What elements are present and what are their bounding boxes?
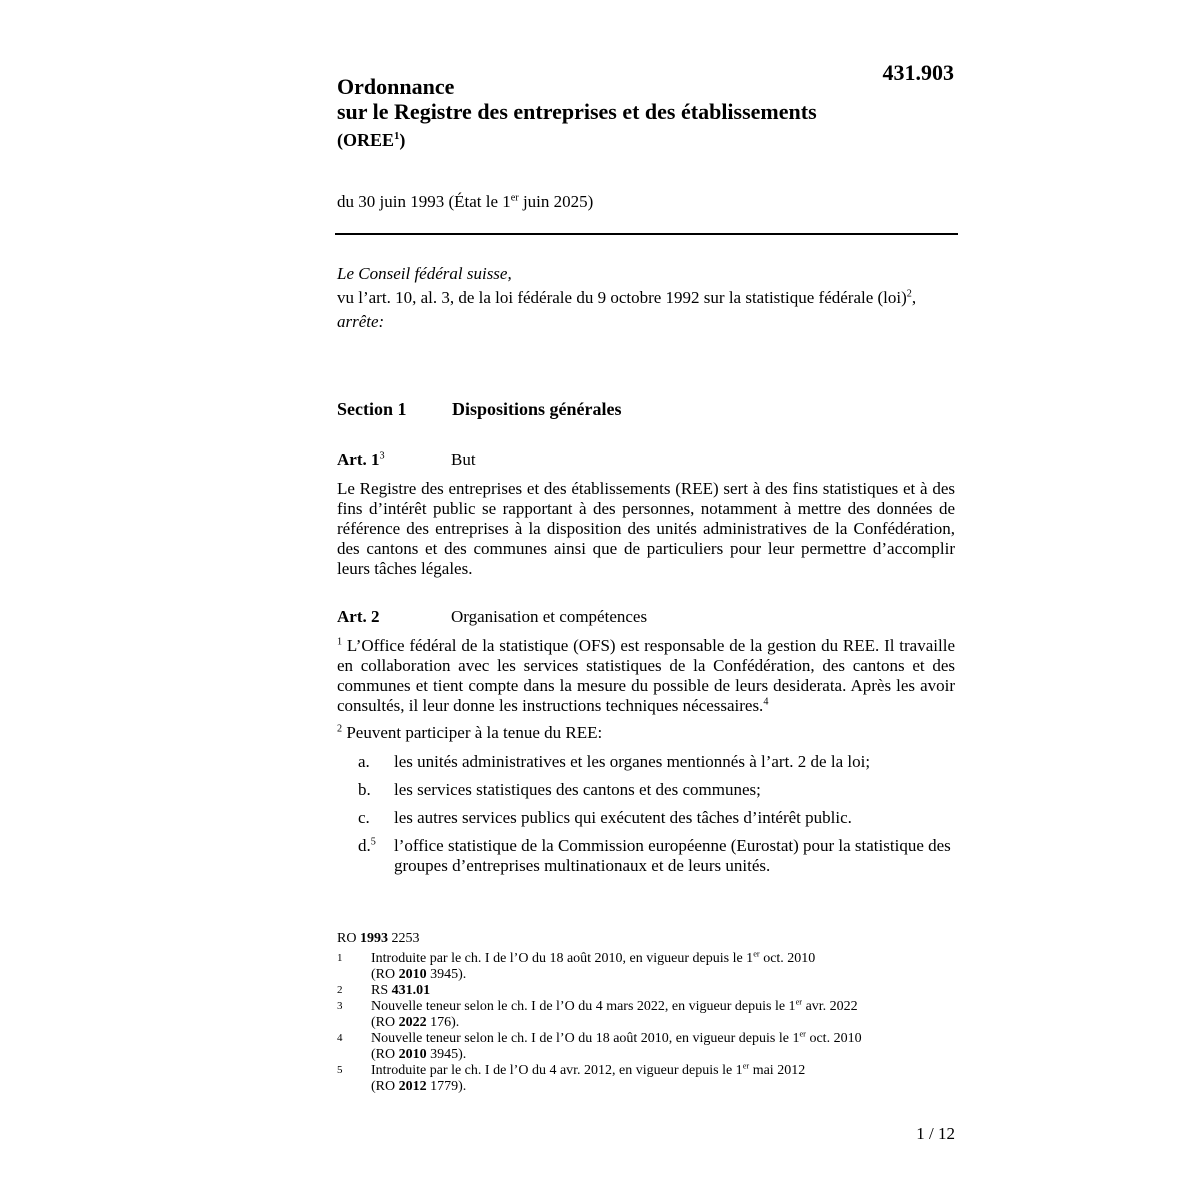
- document-title: [337, 74, 897, 153]
- footnote-number: 5: [337, 1064, 343, 1076]
- fn-bold: 2012: [398, 1079, 427, 1094]
- preamble: [337, 264, 957, 336]
- ro-prefix: RO: [337, 931, 360, 946]
- document-number: 431.903: [882, 60, 954, 85]
- letter-text: a.: [358, 752, 370, 771]
- fn-part: oct. 2010: [805, 1031, 862, 1046]
- basis-text: vu l’art. 10, al. 3, de la loi fédérale du 9 octobre 1992 sur la statistique fédérale (loi): [337, 288, 907, 307]
- footnote-ref-3[interactable]: 3: [379, 450, 385, 462]
- fn-sup: er: [753, 949, 760, 959]
- paragraph-2-text: Peuvent participer à la tenue du REE:: [342, 723, 603, 742]
- footnote-5: [337, 1063, 957, 1095]
- preamble-basis: [337, 288, 957, 308]
- fn-part: oct. 2010: [759, 951, 816, 966]
- footnote-text: [371, 983, 957, 999]
- fn-part: RS: [371, 983, 392, 998]
- paragraph-number-1: 1: [337, 636, 343, 648]
- article-1-label: [337, 450, 451, 470]
- abbr-close: ): [399, 130, 406, 150]
- list-item-text: les autres services publics qui exécutent des tâches d’intérêt public.: [394, 808, 852, 827]
- fn-part: 176).: [426, 1015, 460, 1030]
- fn-sup: er: [795, 997, 803, 1007]
- footnote-text: [371, 1063, 957, 1095]
- footnote-number: 3: [337, 1000, 343, 1012]
- fn-bold: 2010: [398, 1047, 427, 1062]
- footnote-4: [337, 1031, 957, 1063]
- footnote-ref-4[interactable]: 4: [763, 696, 769, 708]
- participants-list: [337, 752, 957, 884]
- fn-part: 3945).: [426, 1047, 467, 1062]
- fn-part: Introduite par le ch. I de l’O du 18 août 2010, en vigueur depuis le 1: [371, 951, 754, 966]
- footnote-ref-5[interactable]: 5: [370, 836, 376, 848]
- list-item-text: l’office statistique de la Commission européenne (Eurostat) pour la statistique des groupes d’entreprises multinationaux et de leurs unités.: [394, 836, 951, 875]
- article-1-label-text: Art. 1: [337, 450, 380, 469]
- list-item: [337, 780, 957, 800]
- footnote-3: [337, 999, 957, 1031]
- list-item-text: les services statistiques des cantons et des communes;: [394, 780, 761, 799]
- list-letter: [337, 808, 394, 828]
- letter-text: d.: [358, 836, 371, 855]
- fn-part: mai 2012: [749, 1063, 806, 1078]
- preamble-authority: Le Conseil fédéral suisse,: [337, 264, 512, 283]
- list-letter: [337, 780, 394, 800]
- header-divider: [335, 233, 958, 235]
- fn-part: (RO: [371, 967, 399, 982]
- abbr-text: (OREE: [337, 130, 395, 150]
- article-2-label: Art. 2: [337, 607, 380, 626]
- fn-bold: 2022: [398, 1015, 427, 1030]
- fn-part: Nouvelle teneur selon le ch. I de l’O du 4 mars 2022, en vigueur depuis le 1: [371, 999, 796, 1014]
- date-sup: er: [510, 192, 519, 204]
- title-line-1: Ordonnance: [337, 74, 455, 99]
- article-2-title: Organisation et compétences: [451, 607, 648, 626]
- footnote-text: [371, 999, 957, 1031]
- list-letter: [337, 836, 394, 876]
- date-prefix: du 30 juin 1993 (État le 1: [337, 192, 511, 211]
- footnote-number: 4: [337, 1032, 343, 1044]
- fn-part: 3945).: [426, 967, 467, 982]
- list-letter: [337, 752, 394, 772]
- list-item: [337, 836, 957, 876]
- footnote-number: 1: [337, 952, 343, 964]
- section-number: Section 1: [337, 399, 407, 419]
- fn-sup: er: [799, 1029, 806, 1039]
- article-1-heading: [337, 450, 476, 470]
- preamble-decree: arrête:: [337, 312, 385, 331]
- fn-part: (RO: [371, 1047, 399, 1062]
- section-heading: [337, 399, 957, 420]
- date-suffix: juin 2025): [518, 192, 594, 211]
- fn-part: (RO: [371, 1015, 399, 1030]
- footnote-text: [371, 951, 957, 983]
- list-item: [337, 808, 957, 828]
- ro-page: 2253: [387, 931, 420, 946]
- fn-part: 1779).: [426, 1079, 467, 1094]
- footnotes: [337, 931, 957, 1095]
- list-item-text: les unités administratives et les organes mentionnés à l’art. 2 de la loi;: [394, 752, 871, 771]
- title-abbreviation: [337, 128, 897, 153]
- footnote-ref-2[interactable]: 2: [906, 288, 912, 300]
- paragraph-1-text: L’Office fédéral de la statistique (OFS) est responsable de la gestion du REE. Il travaille en collaboration avec les services statistiques de la Confédération, des cantons et des communes et tient compte dans la mesure du possible de leurs desiderata. Après les avoir consultés, il leur donne les instructions techniques nécessaires.: [337, 636, 955, 715]
- ro-year: 1993: [359, 931, 388, 946]
- fn-part: Nouvelle teneur selon le ch. I de l’O du 18 août 2010, en vigueur depuis le 1: [371, 1031, 800, 1046]
- article-1-text: Le Registre des entreprises et des établissements (REE) sert à des fins statistiques et à des fins d’intérêt public se rapportant à des personnes, notamment à mettre des données de référence des entreprises à la disposition des unités administratives de la Confédération, des cantons et des communes ainsi que de particuliers pour leur permettre d’accomplir leurs tâches légales.: [337, 479, 955, 578]
- fn-part: avr. 2022: [802, 999, 858, 1014]
- fn-bold: 2010: [398, 967, 427, 982]
- footnote-1: [337, 951, 957, 983]
- official-compilation-ref: [337, 931, 957, 947]
- fn-part: (RO: [371, 1079, 399, 1094]
- section-title: Dispositions générales: [452, 399, 622, 419]
- article-2-paragraph-2: [337, 723, 955, 743]
- article-2-heading: [337, 607, 647, 627]
- letter-text: c.: [358, 808, 370, 827]
- footnote-text: [371, 1031, 957, 1063]
- fn-sup: er: [742, 1061, 750, 1071]
- paragraph-number-2: 2: [337, 723, 343, 735]
- footnote-2: [337, 983, 957, 999]
- fn-bold: 431.01: [391, 983, 431, 998]
- list-item: [337, 752, 957, 772]
- letter-text: b.: [358, 780, 371, 799]
- document-date: [337, 192, 593, 212]
- fn-part: Introduite par le ch. I de l’O du 4 avr. 2012, en vigueur depuis le 1: [371, 1063, 743, 1078]
- basis-end: ,: [911, 288, 917, 307]
- title-line-2: sur le Registre des entreprises et des établissements: [337, 99, 817, 124]
- article-2-paragraph-1: [337, 636, 955, 716]
- page-number: 1 / 12: [916, 1124, 955, 1143]
- footnote-number: 2: [337, 984, 343, 996]
- article-1-title: But: [451, 450, 476, 469]
- footnote-ref-1[interactable]: 1: [394, 130, 400, 142]
